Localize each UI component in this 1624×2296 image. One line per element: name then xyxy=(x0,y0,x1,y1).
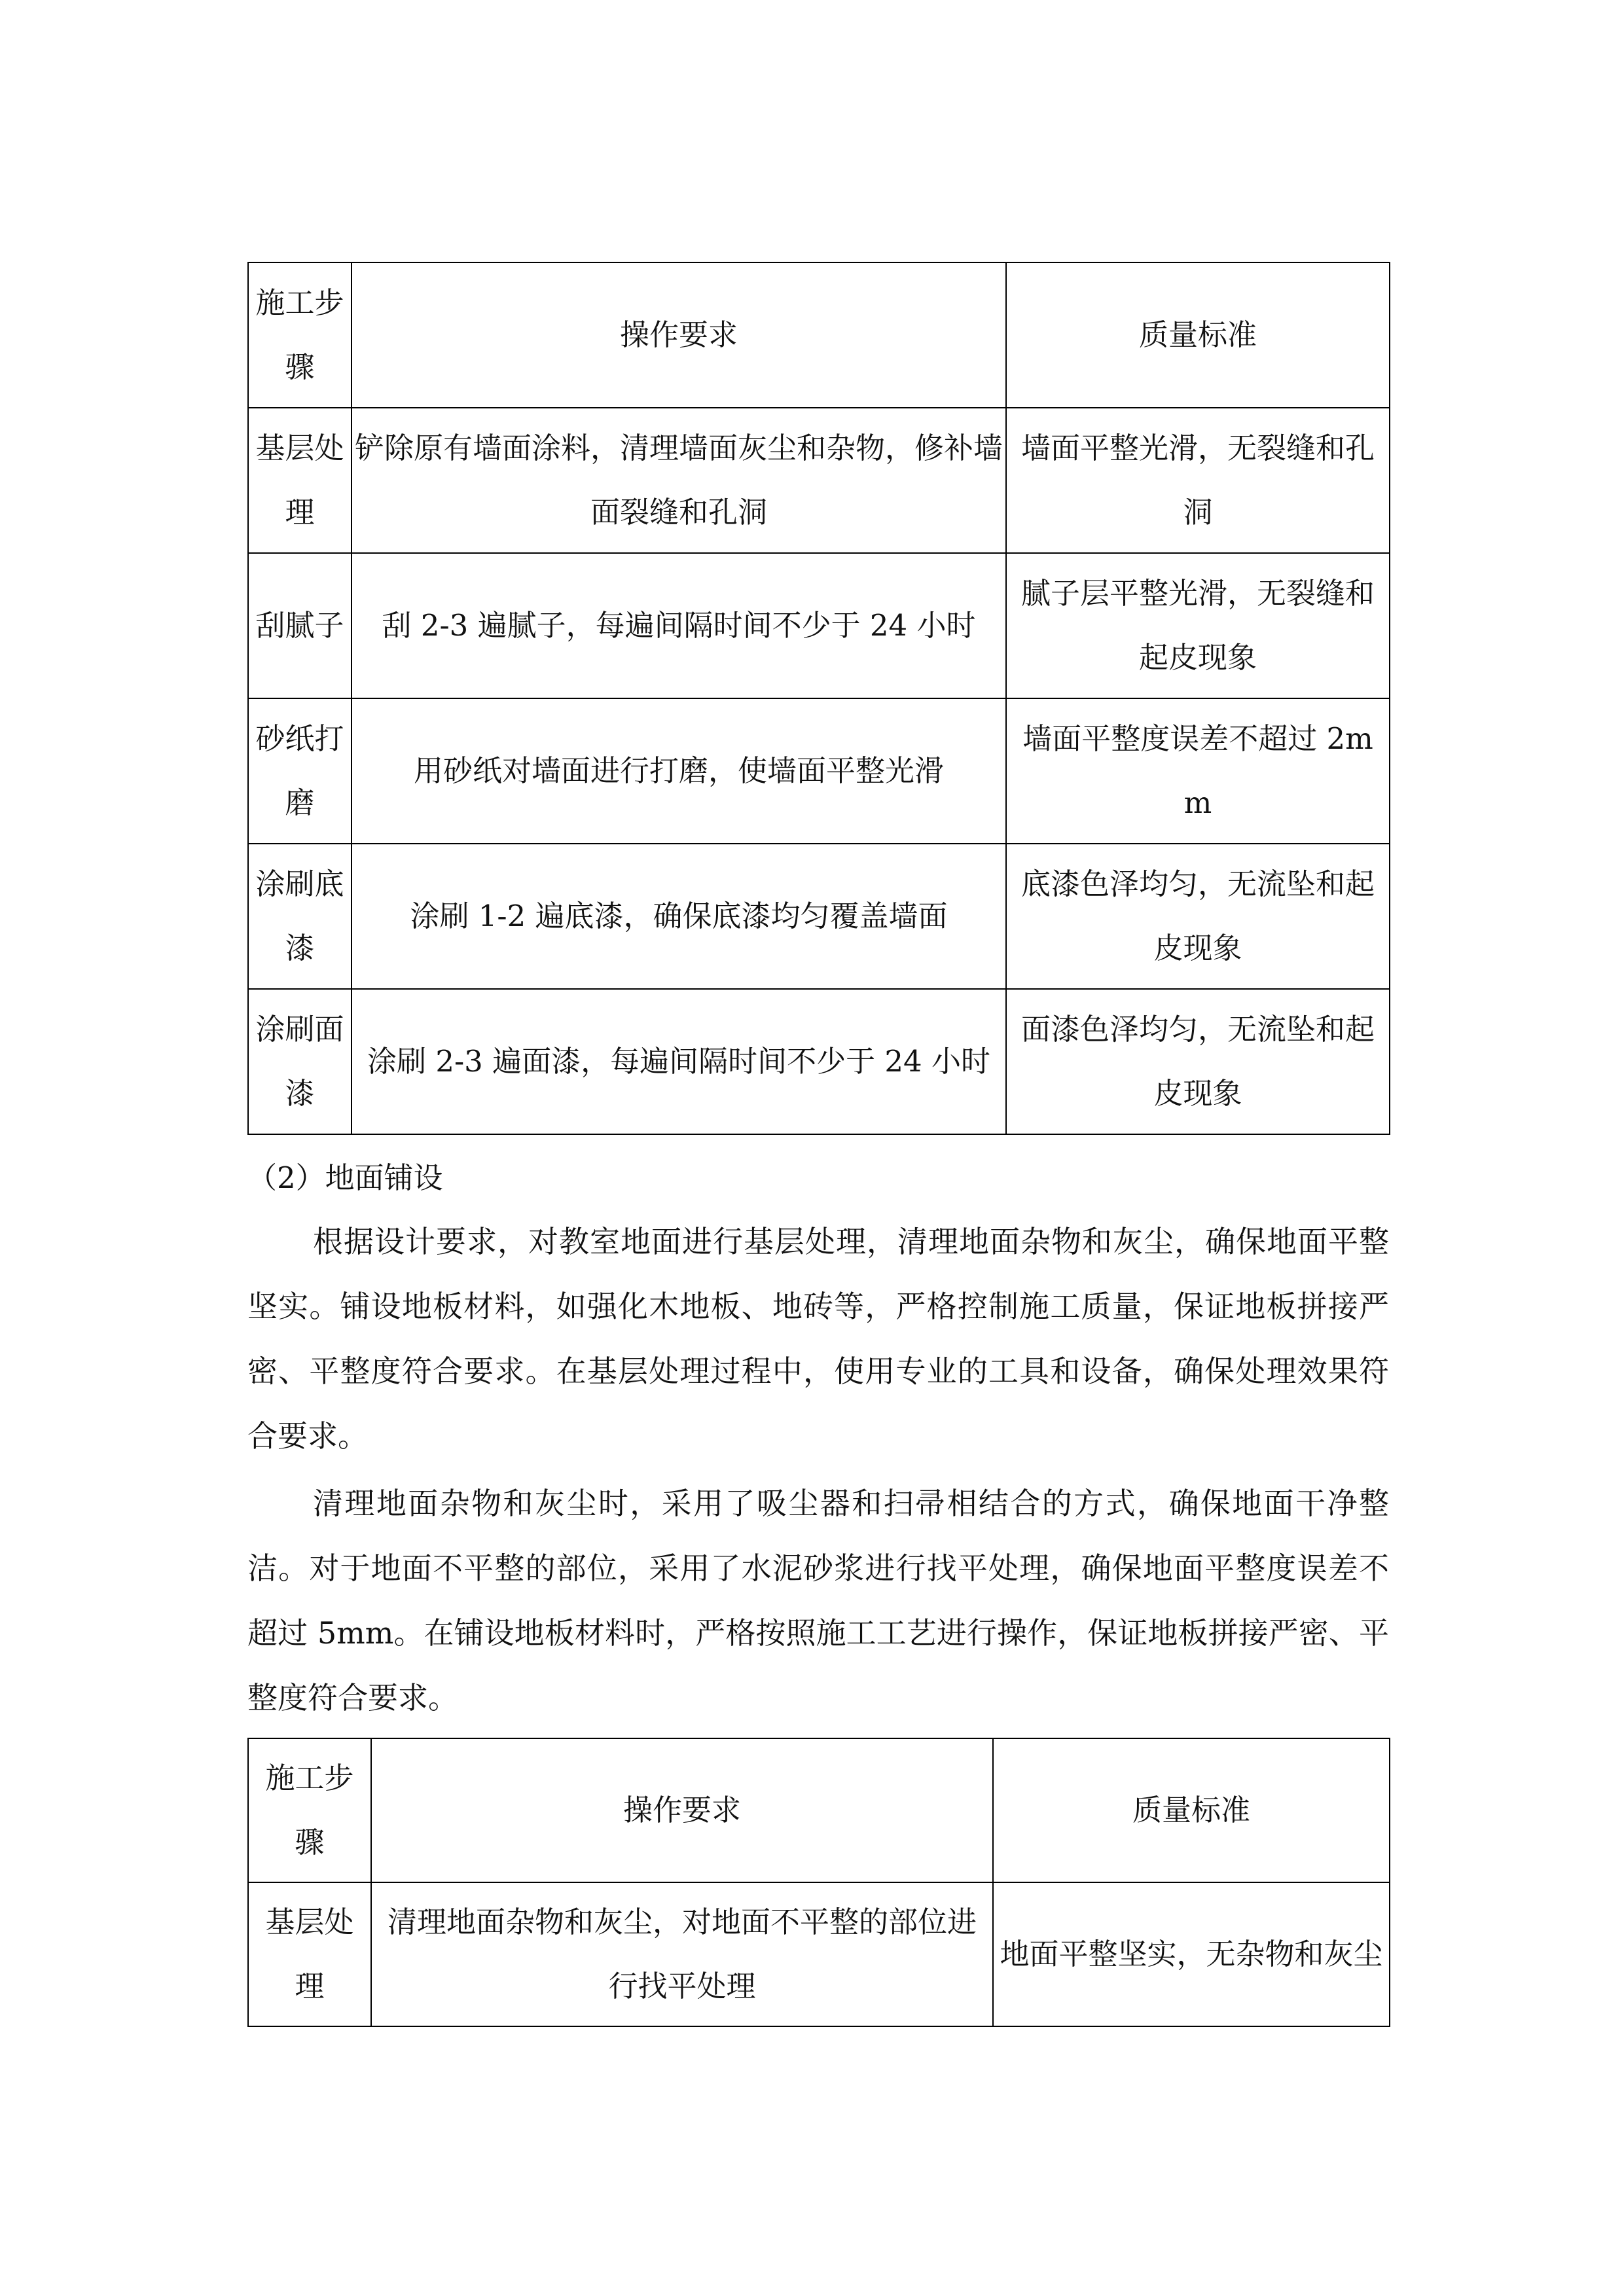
step-cell: 基层处理 xyxy=(248,1882,371,2026)
step-cell: 涂刷底漆 xyxy=(248,844,352,989)
operation-cell: 用砂纸对墙面进行打磨，使墙面平整光滑 xyxy=(352,698,1006,844)
header-operation: 操作要求 xyxy=(371,1738,993,1882)
operation-cell: 刮 2-3 遍腻子，每遍间隔时间不少于 24 小时 xyxy=(352,553,1006,698)
body-paragraph: 清理地面杂物和灰尘时，采用了吸尘器和扫帚相结合的方式，确保地面干净整洁。对于地面不平整的部位，采用了水泥砂浆进行找平处理，确保地面平整度误差不超过 5mm。在铺设地板材料时，严格按照施工工艺进行操作，保证地板拼接严密、平整度符合要求。 xyxy=(247,1486,1389,1715)
quality-cell: 面漆色泽均匀，无流坠和起皮现象 xyxy=(1006,989,1390,1134)
quality-cell: 地面平整坚实，无杂物和灰尘 xyxy=(993,1882,1390,2026)
table-row xyxy=(248,408,1390,553)
quality-cell: 腻子层平整光滑，无裂缝和起皮现象 xyxy=(1006,553,1390,698)
step-cell: 刮腻子 xyxy=(248,553,352,698)
table-header-row xyxy=(248,1738,1390,1882)
header-quality: 质量标准 xyxy=(993,1738,1390,1882)
step-cell: 涂刷面漆 xyxy=(248,989,352,1134)
wall-painting-steps-table xyxy=(247,262,1390,1135)
operation-cell: 涂刷 1-2 遍底漆，确保底漆均匀覆盖墙面 xyxy=(352,844,1006,989)
operation-cell: 清理地面杂物和灰尘，对地面不平整的部位进行找平处理 xyxy=(371,1882,993,2026)
quality-cell: 墙面平整度误差不超过 2mm xyxy=(1006,698,1390,844)
quality-cell: 墙面平整光滑，无裂缝和孔洞 xyxy=(1006,408,1390,553)
table-row xyxy=(248,1882,1390,2026)
step-cell: 砂纸打磨 xyxy=(248,698,352,844)
body-paragraph: 根据设计要求，对教室地面进行基层处理，清理地面杂物和灰尘，确保地面平整坚实。铺设地板材料，如强化木地板、地砖等，严格控制施工质量，保证地板拼接严密、平整度符合要求。在基层处理过程中，使用专业的工具和设备，确保处理效果符合要求。 xyxy=(247,1224,1389,1454)
header-step: 施工步骤 xyxy=(248,1738,371,1882)
header-quality: 质量标准 xyxy=(1006,262,1390,408)
table-row xyxy=(248,844,1390,989)
header-step: 施工步骤 xyxy=(248,262,352,408)
step-cell: 基层处理 xyxy=(248,408,352,553)
table-header-row xyxy=(248,262,1390,408)
operation-cell: 涂刷 2-3 遍面漆，每遍间隔时间不少于 24 小时 xyxy=(352,989,1006,1134)
quality-cell: 底漆色泽均匀，无流坠和起皮现象 xyxy=(1006,844,1390,989)
table-row xyxy=(248,698,1390,844)
table-row xyxy=(248,553,1390,698)
header-operation: 操作要求 xyxy=(352,262,1006,408)
operation-cell: 铲除原有墙面涂料，清理墙面灰尘和杂物，修补墙面裂缝和孔洞 xyxy=(352,408,1006,553)
floor-laying-steps-table xyxy=(247,1738,1390,2027)
section-heading: （2）地面铺设 xyxy=(247,1160,443,1195)
table-row xyxy=(248,989,1390,1134)
